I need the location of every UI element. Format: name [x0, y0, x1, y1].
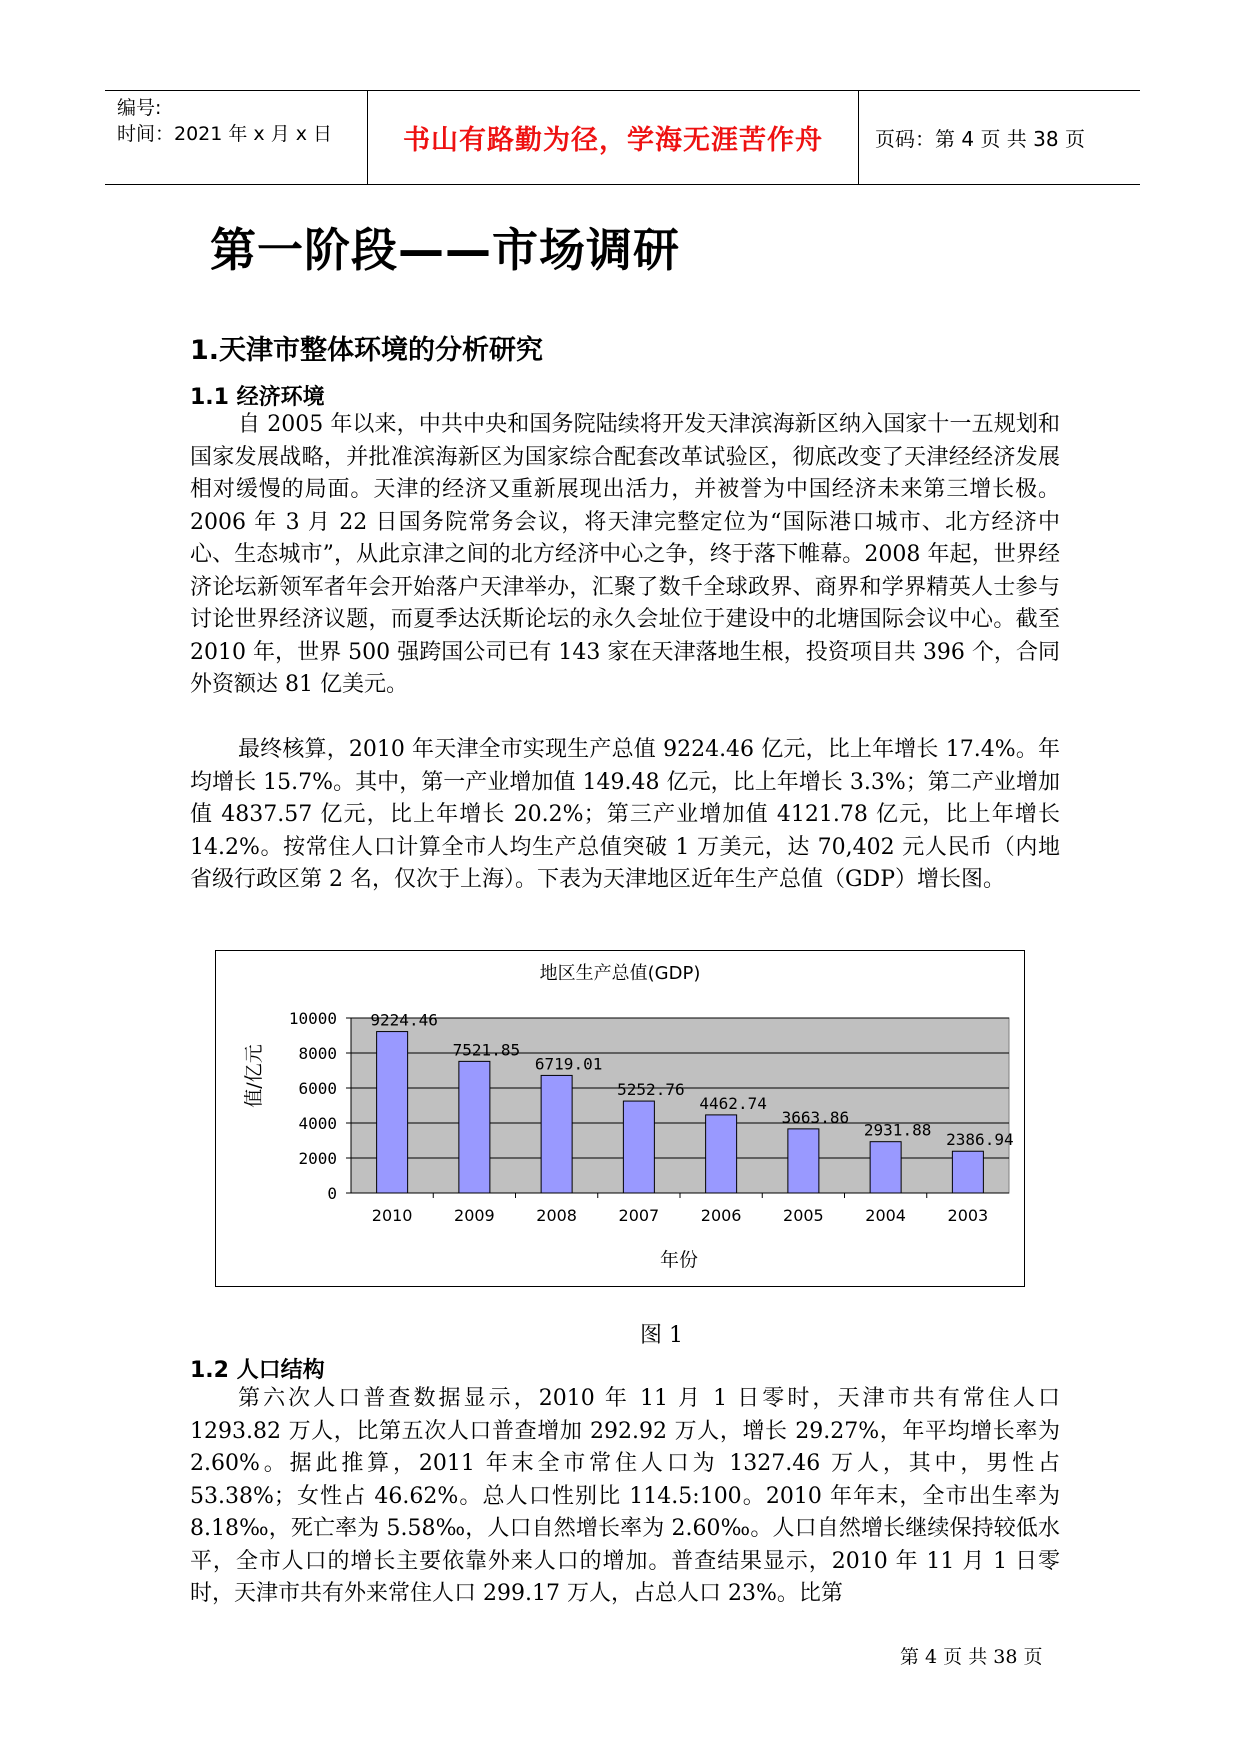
- paragraph-economy-2: 最终核算，2010 年天津全市实现生产总值 9224.46 亿元，比上年增长 17.4%。年均增长 15.7%。其中，第一产业增加值 149.48 亿元，比上年增长 3.3%；第二产业增加值 4837.57 亿元，比上年增长 20.2%；第三产业增加值 4121.78 亿元，比上年增长 14.2%。按常住人口计算全市人均生产总值突破 1 万美元，达 70,402 元人民币（内地省级行政区第 2 名，仅次于上海）。下表为天津地区近年生产总值（GDP）增长图。: [190, 737, 1060, 892]
- page-title: 第一阶段——市场调研: [210, 223, 680, 277]
- chart-bar: [788, 1129, 819, 1193]
- chart-x-tick-label: 2004: [865, 1206, 906, 1225]
- chart-x-tick-label: 2007: [618, 1206, 660, 1225]
- chart-y-tick-label: 8000: [298, 1044, 337, 1063]
- chart-data-label: 9224.46: [370, 1010, 438, 1030]
- chart-x-tick-label: 2008: [536, 1206, 577, 1225]
- header-page-info: 页码：第 4 页 共 38 页: [875, 127, 1085, 151]
- chart-y-tick-label: 10000: [288, 1009, 337, 1028]
- chart-x-tick-label: 2006: [700, 1206, 742, 1225]
- chart-bar: [870, 1142, 901, 1193]
- chart-x-tick-label: 2005: [783, 1206, 824, 1225]
- chart-data-label: 5252.76: [617, 1080, 685, 1100]
- chart-bar: [377, 1032, 408, 1193]
- chart-y-axis-label: 值/亿元: [243, 1044, 265, 1108]
- chart-bar: [952, 1151, 983, 1193]
- gdp-chart-svg: [216, 951, 1024, 1286]
- section-heading-1: 1.天津市整体环境的分析研究: [190, 335, 544, 366]
- paragraph-population: 第六次人口普查数据显示，2010 年 11 月 1 日零时，天津市共有常住人口 1293.82 万人，比第五次人口普查增加 292.92 万人，增长 29.27%，年平均增长率为 2.60%。据此推算，2011 年末全市常住人口为 1327.46 万人，其中，男性占 53.38%；女性占 46.62%。总人口性别比 114.5:100。2010 年年末，全市出生率为 8.18‰，死亡率为 5.58‰，人口自然增长率为 2.60‰。人口自然增长继续保持较低水平，全市人口的增长主要依靠外来人口的增加。普查结果显示，2010 年 11 月 1 日零时，天津市共有外来常住人口 299.17 万人，占总人口 23%。比第: [190, 1386, 1060, 1606]
- chart-data-label: 2386.94: [946, 1130, 1014, 1150]
- chart-x-tick-label: 2010: [371, 1206, 413, 1225]
- chart-data-label: 6719.01: [534, 1054, 603, 1074]
- chart-y-tick-label: 2000: [298, 1149, 337, 1168]
- chart-data-label: 2931.88: [863, 1120, 932, 1140]
- chart-x-tick-label: 2003: [947, 1206, 989, 1225]
- chart-y-tick-label: 6000: [298, 1079, 337, 1098]
- figure-caption: 图 1: [640, 1323, 683, 1348]
- chart-bar: [541, 1075, 572, 1193]
- chart-data-label: 4462.74: [699, 1093, 767, 1113]
- chart-x-tick-label: 2009: [454, 1206, 495, 1225]
- chart-data-label: 7521.85: [452, 1040, 521, 1060]
- chart-data-label: 3663.86: [781, 1107, 850, 1127]
- header-motto: 书山有路勤为径，学海无涯苦作舟: [367, 91, 859, 184]
- chart-x-axis-label: 年份: [659, 1249, 699, 1271]
- chart-title: 地区生产总值(GDP): [539, 963, 701, 984]
- chart-bar: [706, 1115, 737, 1193]
- chart-bar: [459, 1061, 490, 1193]
- chart-y-tick-label: 0: [327, 1184, 337, 1203]
- document-time-label: 时间：2021 年 x 月 x 日: [117, 123, 333, 145]
- document-number-label: 编号:: [117, 97, 162, 119]
- page-footer: 第 4 页 共 38 页: [900, 1646, 1043, 1668]
- chart-y-tick-label: 4000: [298, 1114, 337, 1133]
- chart-plot-area: [351, 1018, 1009, 1193]
- gdp-chart: [215, 950, 1025, 1287]
- section-heading-1-1: 1.1 经济环境: [190, 385, 325, 410]
- header-meta: [117, 95, 332, 147]
- chart-bar: [623, 1101, 654, 1193]
- section-heading-1-2: 1.2 人口结构: [190, 1358, 325, 1383]
- document-header: [105, 90, 1140, 185]
- paragraph-economy-1: 自 2005 年以来，中共中央和国务院陆续将开发天津滨海新区纳入国家十一五规划和国家发展战略，并批准滨海新区为国家综合配套改革试验区，彻底改变了天津经经济发展相对缓慢的局面。天津的经济又重新展现出活力，并被誉为中国经济未来第三增长极。2006 年 3 月 22 日国务院常务会议，将天津完整定位为“国际港口城市、北方经济中心、生态城市”，从此京津之间的北方经济中心之争，终于落下帷幕。2008 年起，世界经济论坛新领军者年会开始落户天津举办，汇聚了数千全球政界、商界和学界精英人士参与讨论世界经济议题，而夏季达沃斯论坛的永久会址位于建设中的北塘国际会议中心。截至 2010 年，世界 500 强跨国公司已有 143 家在天津落地生根，投资项目共 396 个，合同外资额达 81 亿美元。: [190, 412, 1060, 697]
